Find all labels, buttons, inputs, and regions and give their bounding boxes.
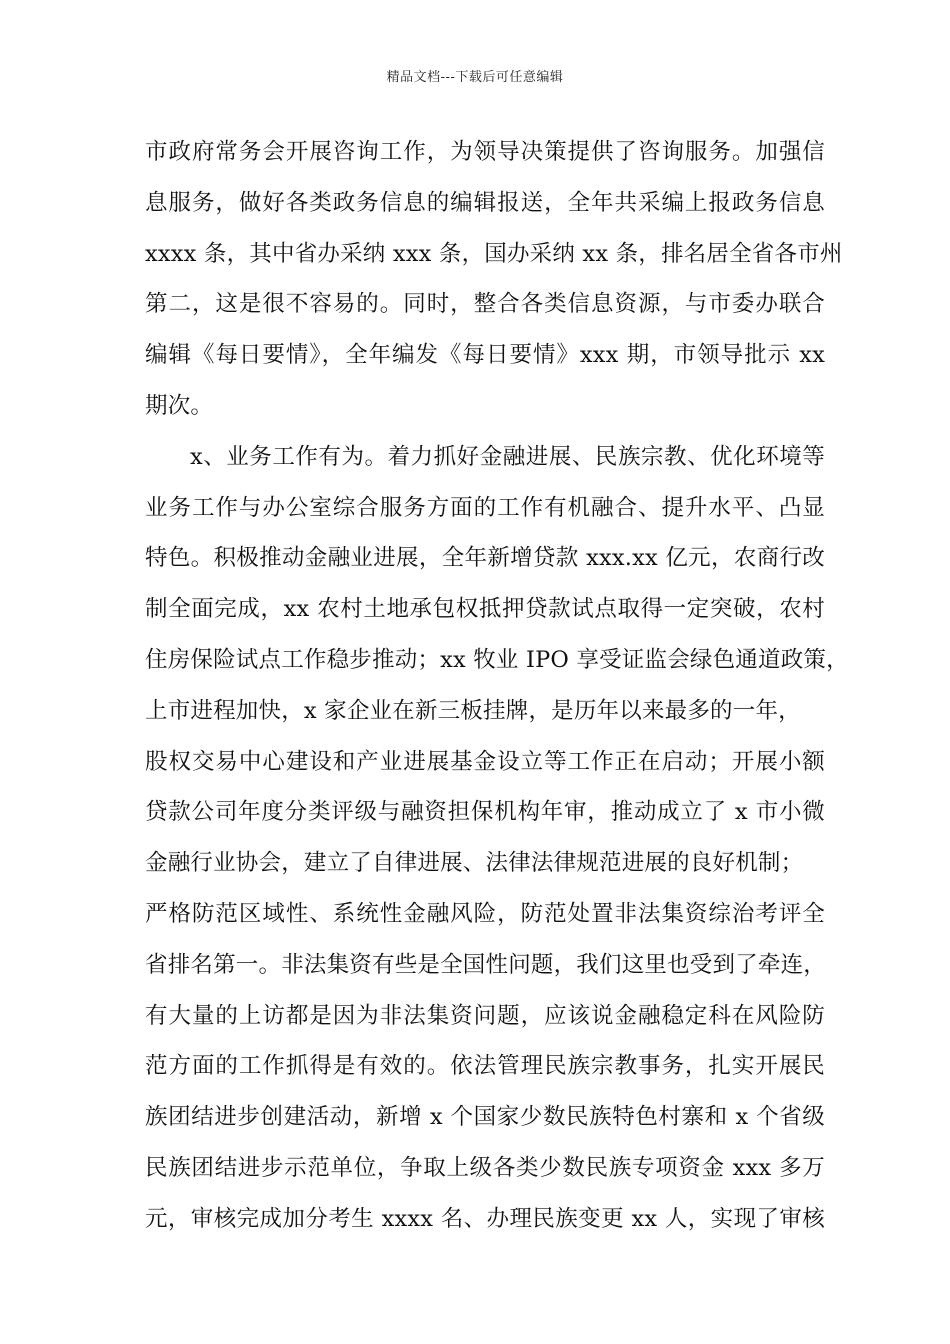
text-line: 严格防范区域性、系统性金融风险，防范处置非法集资综治考评全 (145, 900, 825, 927)
text-line: 住房保险试点工作稳步推动；xx 牧业 IPO 享受证监会绿色通道政策， (145, 646, 849, 673)
text-line: 股权交易中心建设和产业进展基金设立等工作正在启动；开展小额 (145, 748, 825, 775)
text-line: 市政府常务会开展咨询工作，为领导决策提供了咨询服务。加强信 (145, 139, 825, 165)
text-line: 金融行业协会，建立了自律进展、法律法律规范进展的良好机制； (145, 850, 804, 877)
text-line: 期次。 (145, 392, 214, 419)
text-line: 息服务，做好各类政务信息的编辑报送，全年共采编上报政务信息 (145, 189, 825, 216)
document-body (145, 127, 849, 1245)
text-line: xxxx 条，其中省办采纳 xxx 条，国办采纳 xx 条，排名居全省各市州 (145, 240, 843, 267)
text-line: 省排名第一。非法集资有些是全国性问题，我们这里也受到了牵连， (145, 951, 827, 978)
paragraph-start-line: x、业务工作有为。着力抓好金融进展、民族宗教、优化环境等 (190, 443, 825, 470)
page-header: 精品文档---下载后可任意编辑 (386, 70, 564, 85)
text-line: 业务工作与办公室综合服务方面的工作有机融合、提升水平、凸显 (145, 494, 825, 521)
text-line: 有大量的上访都是因为非法集资问题，应该说金融稳定科在风险防 (145, 1002, 825, 1029)
text-line: 特色。积极推动金融业进展，全年新增贷款 xxx.xx 亿元，农商行改 (145, 545, 825, 572)
text-line: 贷款公司年度分类评级与融资担保机构年审，推动成立了 x 市小微 (145, 799, 825, 826)
text-line: 民族团结进步示范单位，争取上级各类少数民族专项资金 xxx 多万 (145, 1154, 825, 1181)
text-line: 第二，这是很不容易的。同时，整合各类信息资源，与市委办联合 (145, 291, 825, 318)
text-line: 上市进程加快，x 家企业在新三板挂牌，是历年以来最多的一年， (145, 697, 801, 724)
text-line: 族团结进步创建活动，新增 x 个国家少数民族特色村寨和 x 个省级 (145, 1104, 825, 1131)
text-line: 制全面完成，xx 农村土地承包权抵押贷款试点取得一定突破，农村 (145, 596, 825, 623)
text-line: 编辑《每日要情》，全年编发《每日要情》xxx 期，市领导批示 xx (145, 342, 825, 369)
text-line: 元，审核完成加分考生 xxxx 名、办理民族变更 xx 人，实现了审核 (145, 1205, 825, 1232)
text-line: 范方面的工作抓得是有效的。依法管理民族宗教事务，扎实开展民 (145, 1053, 825, 1080)
